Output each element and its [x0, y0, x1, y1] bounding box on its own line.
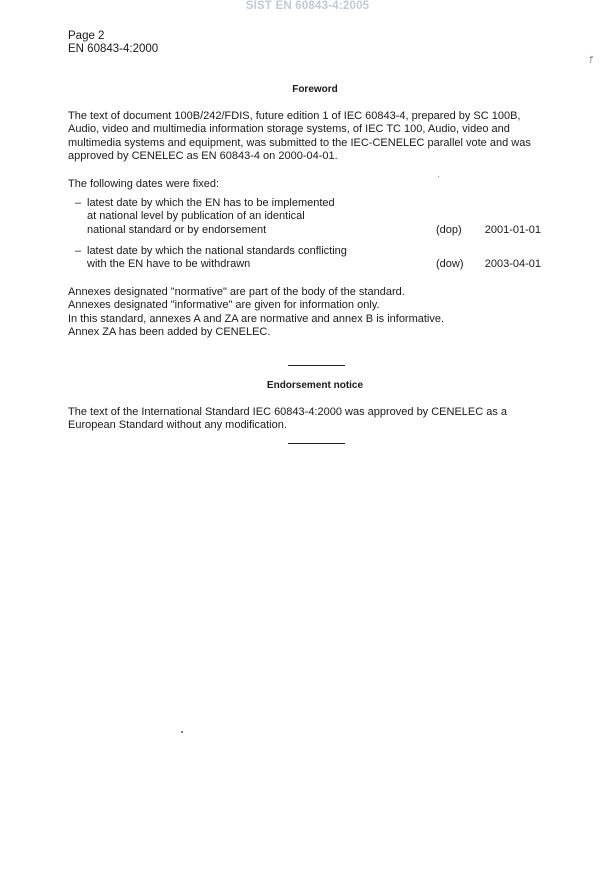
annex-notes — [68, 286, 564, 340]
date-item-line: at national level by publication of an identical — [87, 210, 305, 223]
date-value: 2003-04-01 — [484, 258, 541, 271]
endorsement-line: The text of the International Standard IEC 60843-4:2000 was approved by CENELEC as a — [68, 406, 508, 418]
date-value: 2001-01-01 — [484, 223, 541, 236]
date-item-line: latest date by which the EN has to be implemented — [87, 197, 335, 209]
endorsement-line: European Standard without any modification. — [68, 419, 287, 432]
dates-intro: The following dates were fixed: — [68, 178, 220, 190]
annex-note-line: Annex ZA has been added by CENELEC. — [68, 326, 271, 339]
annex-note-line: Annexes designated "normative" are part of the body of the standard. — [68, 286, 405, 298]
date-item-line: latest date by which the national standards conflicting — [87, 245, 347, 257]
endorsement-title: Endorsement notice — [266, 380, 364, 391]
date-code: (dop) — [436, 223, 462, 236]
annex-note-line: Annexes designated "informative" are given for information only. — [68, 299, 380, 312]
scan-speck — [438, 176, 439, 177]
date-code: (dow) — [436, 258, 464, 271]
foreword-intro-line: multimedia systems and equipment, was submitted to the IEC-CENELEC parallel vote and was — [68, 136, 531, 149]
annex-note-line: In this standard, annexes A and ZA are normative and annex B is informative. — [68, 312, 445, 325]
date-item-line: with the EN have to be withdrawn — [87, 258, 251, 271]
end-divider — [288, 443, 345, 444]
foreword-intro-line: The text of document 100B/242/FDIS, future edition 1 of IEC 60843-4, prepared by SC 100B, — [68, 110, 521, 122]
dash-bullet: – — [75, 197, 82, 209]
watermark: SIST EN 60843-4:2005 — [245, 0, 370, 12]
date-item-line: national standard or by endorsement — [87, 223, 267, 236]
date-item-dow — [75, 245, 541, 272]
date-item-dop — [75, 197, 541, 237]
foreword-title: Foreword — [292, 84, 338, 95]
page-header — [68, 30, 158, 56]
page-number: Page 2 — [68, 30, 105, 42]
dash-bullet: – — [75, 245, 82, 257]
endorsement-text — [68, 406, 564, 433]
foreword-intro-line: approved by CENELEC as EN 60843-4 on 2000-04-01. — [68, 150, 338, 163]
scan-speck — [181, 731, 183, 733]
foreword-intro — [68, 110, 564, 164]
foreword-intro-line: Audio, video and multimedia information storage systems, of IEC TC 100, Audio, video and — [68, 123, 510, 136]
section-divider — [288, 365, 345, 366]
scan-mark: ꝭ — [589, 56, 593, 63]
document-id: EN 60843-4:2000 — [68, 43, 159, 55]
